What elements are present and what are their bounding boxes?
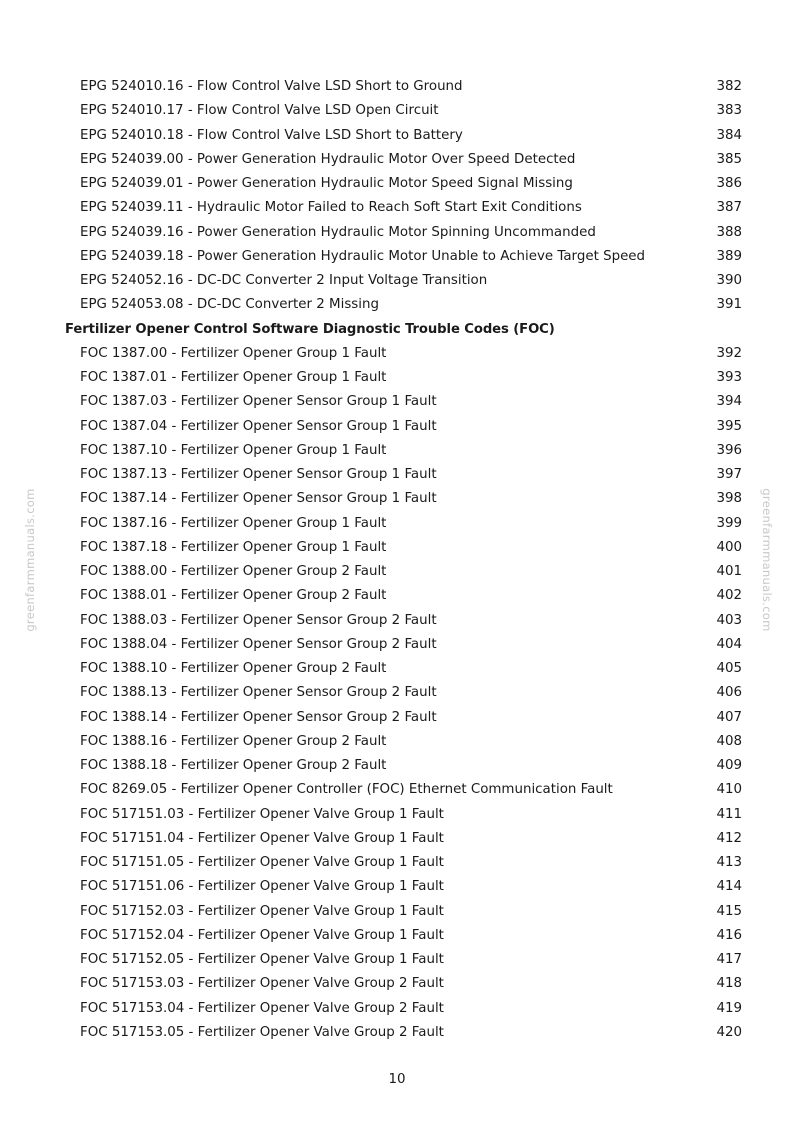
toc-entry-title[interactable]: EPG 524010.16 - Flow Control Valve LSD Short to Ground — [80, 79, 463, 94]
toc-entry-row[interactable] — [0, 924, 794, 948]
toc-entry-page-number[interactable]: 416 — [716, 927, 742, 943]
toc-entry-page-number[interactable]: 412 — [716, 830, 742, 846]
toc-entry-row[interactable] — [0, 463, 794, 487]
toc-entry-row[interactable] — [0, 730, 794, 754]
toc-entry-row[interactable] — [0, 415, 794, 439]
toc-entry-row[interactable] — [0, 148, 794, 172]
toc-entry-title[interactable]: FOC 1388.00 - Fertilizer Opener Group 2 Fault — [80, 564, 387, 579]
toc-entry-title[interactable]: FOC 517151.05 - Fertilizer Opener Valve Group 1 Fault — [80, 855, 444, 870]
toc-entry-title[interactable]: FOC 1387.00 - Fertilizer Opener Group 1 Fault — [80, 345, 387, 361]
toc-entry-page-number[interactable]: 406 — [716, 685, 742, 701]
toc-entry-row[interactable] — [0, 1021, 794, 1045]
toc-entry-title[interactable]: FOC 517151.04 - Fertilizer Opener Valve Group 1 Fault — [80, 830, 444, 846]
toc-entry-row[interactable] — [0, 536, 794, 560]
toc-entry-title[interactable]: FOC 1387.14 - Fertilizer Opener Sensor Group 1 Fault — [80, 491, 437, 507]
toc-entry-title[interactable]: EPG 524010.18 - Flow Control Valve LSD Short to Battery — [80, 127, 463, 143]
toc-entry-page-number[interactable]: 410 — [716, 782, 742, 798]
toc-entry-row[interactable] — [0, 366, 794, 390]
toc-entry-page-number[interactable]: 420 — [716, 1024, 742, 1040]
toc-entry-page-number[interactable]: 419 — [716, 1000, 742, 1016]
toc-entry-row[interactable] — [0, 803, 794, 827]
toc-entry-title[interactable]: FOC 517151.03 - Fertilizer Opener Valve Group 1 Fault — [80, 806, 444, 822]
watermark-left: greenfarmmanuals.com — [23, 488, 37, 632]
toc-entry-title[interactable]: FOC 517152.03 - Fertilizer Opener Valve Group 1 Fault — [80, 903, 444, 919]
toc-entry-page-number[interactable]: 415 — [716, 903, 742, 919]
toc-entry-page-number[interactable]: 405 — [716, 661, 742, 676]
toc-entry-title[interactable]: EPG 524010.17 - Flow Control Valve LSD Open Circuit — [80, 103, 439, 119]
toc-entry-title[interactable]: FOC 517152.04 - Fertilizer Opener Valve Group 1 Fault — [80, 927, 444, 943]
toc-entry-title[interactable]: FOC 517152.05 - Fertilizer Opener Valve Group 1 Fault — [80, 952, 444, 967]
toc-entry-page-number[interactable]: 411 — [716, 806, 742, 822]
table-of-contents — [0, 75, 794, 1045]
toc-entry-page-number[interactable]: 395 — [716, 418, 742, 434]
toc-entry-row[interactable] — [0, 196, 794, 220]
toc-entry-title[interactable]: FOC 517153.05 - Fertilizer Opener Valve Group 2 Fault — [80, 1024, 444, 1040]
toc-entry-row[interactable] — [0, 827, 794, 851]
toc-entry-page-number[interactable]: 413 — [716, 855, 742, 870]
toc-entry-title[interactable]: FOC 1387.18 - Fertilizer Opener Group 1 Fault — [80, 539, 387, 555]
toc-entry-page-number[interactable]: 408 — [716, 733, 742, 749]
toc-entry-row[interactable] — [0, 657, 794, 681]
toc-entry-title[interactable]: FOC 517151.06 - Fertilizer Opener Valve Group 1 Fault — [80, 879, 444, 895]
toc-entry-row[interactable] — [0, 390, 794, 414]
toc-entry-row[interactable] — [0, 172, 794, 196]
section-heading-title: Fertilizer Opener Control Software Diagnostic Trouble Codes (FOC) — [65, 321, 555, 337]
toc-entry-page-number[interactable]: 392 — [716, 345, 742, 361]
toc-entry-row[interactable] — [0, 99, 794, 123]
toc-entry-row[interactable] — [0, 439, 794, 463]
toc-entry-title[interactable]: EPG 524039.18 - Power Generation Hydraulic Motor Unable to Achieve Target Speed — [80, 248, 646, 264]
toc-entry-page-number[interactable]: 414 — [716, 879, 742, 895]
watermark-right: greenfarmmanuals.com — [760, 488, 774, 632]
toc-entry-row[interactable] — [0, 609, 794, 633]
toc-entry-row[interactable] — [0, 875, 794, 899]
toc-entry-row[interactable] — [0, 124, 794, 148]
toc-entry-page-number[interactable]: 385 — [716, 151, 742, 167]
toc-entry-page-number[interactable]: 387 — [716, 200, 742, 216]
toc-entry-row[interactable] — [0, 997, 794, 1021]
toc-entry-page-number[interactable]: 386 — [716, 176, 742, 191]
toc-entry-page-number[interactable]: 418 — [716, 976, 742, 992]
toc-entry-title[interactable]: FOC 1387.04 - Fertilizer Opener Sensor Group 1 Fault — [80, 418, 437, 434]
toc-entry-title[interactable]: FOC 8269.05 - Fertilizer Opener Controller (FOC) Ethernet Communication Fault — [80, 782, 613, 798]
toc-entry-title[interactable]: FOC 1387.16 - Fertilizer Opener Group 1 Fault — [80, 515, 387, 531]
toc-entry-row[interactable] — [0, 851, 794, 875]
toc-entry-title[interactable]: FOC 1388.04 - Fertilizer Opener Sensor Group 2 Fault — [80, 636, 437, 652]
toc-entry-page-number[interactable]: 389 — [716, 248, 742, 264]
toc-entry-page-number[interactable]: 388 — [716, 224, 742, 240]
toc-entry-page-number[interactable]: 390 — [716, 273, 742, 288]
toc-entry-page-number[interactable]: 383 — [716, 103, 742, 119]
toc-entry-row[interactable] — [0, 681, 794, 705]
toc-entry-row[interactable] — [0, 221, 794, 245]
toc-entry-title[interactable]: EPG 524039.11 - Hydraulic Motor Failed to Reach Soft Start Exit Conditions — [80, 200, 582, 216]
toc-entry-row[interactable] — [0, 75, 794, 99]
toc-entry-page-number[interactable]: 382 — [716, 79, 742, 94]
toc-entry-page-number[interactable]: 391 — [716, 297, 742, 313]
toc-entry-row[interactable] — [0, 972, 794, 996]
toc-entry-page-number[interactable]: 384 — [716, 127, 742, 143]
toc-entry-page-number[interactable]: 393 — [716, 370, 742, 385]
toc-entry-row[interactable] — [0, 560, 794, 584]
toc-entry-title[interactable]: FOC 1388.18 - Fertilizer Opener Group 2 Fault — [80, 758, 387, 773]
toc-entry-page-number[interactable]: 404 — [716, 636, 742, 652]
toc-entry-row[interactable] — [0, 487, 794, 511]
toc-entry-title[interactable]: EPG 524039.01 - Power Generation Hydraulic Motor Speed Signal Missing — [80, 176, 573, 191]
toc-entry-title[interactable]: FOC 1388.03 - Fertilizer Opener Sensor Group 2 Fault — [80, 612, 437, 628]
toc-entry-row[interactable] — [0, 245, 794, 269]
toc-entry-title[interactable]: FOC 1387.01 - Fertilizer Opener Group 1 Fault — [80, 370, 387, 385]
toc-entry-title[interactable]: FOC 517153.03 - Fertilizer Opener Valve Group 2 Fault — [80, 976, 444, 992]
toc-entry-page-number[interactable]: 402 — [716, 588, 742, 604]
toc-entry-title[interactable]: EPG 524052.16 - DC-DC Converter 2 Input Voltage Transition — [80, 273, 488, 288]
toc-entry-page-number[interactable]: 417 — [716, 952, 742, 967]
toc-entry-page-number[interactable]: 403 — [716, 612, 742, 628]
toc-entry-row[interactable] — [0, 269, 794, 293]
toc-entry-title[interactable]: FOC 1388.13 - Fertilizer Opener Sensor Group 2 Fault — [80, 685, 437, 701]
toc-entry-title[interactable]: EPG 524039.16 - Power Generation Hydraulic Motor Spinning Uncommanded — [80, 224, 596, 240]
toc-entry-page-number[interactable]: 407 — [716, 709, 742, 725]
toc-entry-row[interactable] — [0, 293, 794, 317]
toc-entry-row[interactable] — [0, 778, 794, 802]
toc-entry-page-number[interactable]: 409 — [716, 758, 742, 773]
toc-entry-row[interactable] — [0, 584, 794, 608]
toc-entry-row[interactable] — [0, 512, 794, 536]
toc-entry-title[interactable]: FOC 1388.01 - Fertilizer Opener Group 2 Fault — [80, 588, 387, 604]
toc-entry-page-number[interactable]: 399 — [716, 515, 742, 531]
section-heading-foc — [0, 318, 794, 342]
toc-entry-page-number[interactable]: 398 — [716, 491, 742, 507]
toc-entry-title[interactable]: FOC 1388.10 - Fertilizer Opener Group 2 Fault — [80, 661, 387, 676]
toc-entry-row[interactable] — [0, 948, 794, 972]
epg-entry-list — [0, 75, 794, 318]
toc-entry-title[interactable]: EPG 524053.08 - DC-DC Converter 2 Missing — [80, 297, 379, 313]
toc-entry-row[interactable] — [0, 900, 794, 924]
toc-entry-title[interactable]: FOC 517153.04 - Fertilizer Opener Valve Group 2 Fault — [80, 1000, 444, 1016]
toc-entry-page-number[interactable]: 397 — [716, 467, 742, 482]
toc-entry-page-number[interactable]: 401 — [716, 564, 742, 579]
toc-entry-row[interactable] — [0, 706, 794, 730]
toc-entry-page-number[interactable]: 400 — [716, 539, 742, 555]
toc-entry-title[interactable]: EPG 524039.00 - Power Generation Hydraulic Motor Over Speed Detected — [80, 151, 576, 167]
toc-entry-title[interactable]: FOC 1387.10 - Fertilizer Opener Group 1 Fault — [80, 442, 387, 458]
foc-entry-list — [0, 342, 794, 1045]
toc-entry-page-number[interactable]: 394 — [716, 394, 742, 410]
page-number: 10 — [388, 1072, 406, 1087]
toc-entry-title[interactable]: FOC 1387.03 - Fertilizer Opener Sensor Group 1 Fault — [80, 394, 437, 410]
toc-entry-row[interactable] — [0, 754, 794, 778]
toc-entry-title[interactable]: FOC 1388.16 - Fertilizer Opener Group 2 Fault — [80, 733, 387, 749]
toc-entry-row[interactable] — [0, 633, 794, 657]
toc-entry-title[interactable]: FOC 1387.13 - Fertilizer Opener Sensor Group 1 Fault — [80, 467, 437, 482]
toc-entry-row[interactable] — [0, 342, 794, 366]
toc-entry-page-number[interactable]: 396 — [716, 442, 742, 458]
toc-entry-title[interactable]: FOC 1388.14 - Fertilizer Opener Sensor Group 2 Fault — [80, 709, 437, 725]
